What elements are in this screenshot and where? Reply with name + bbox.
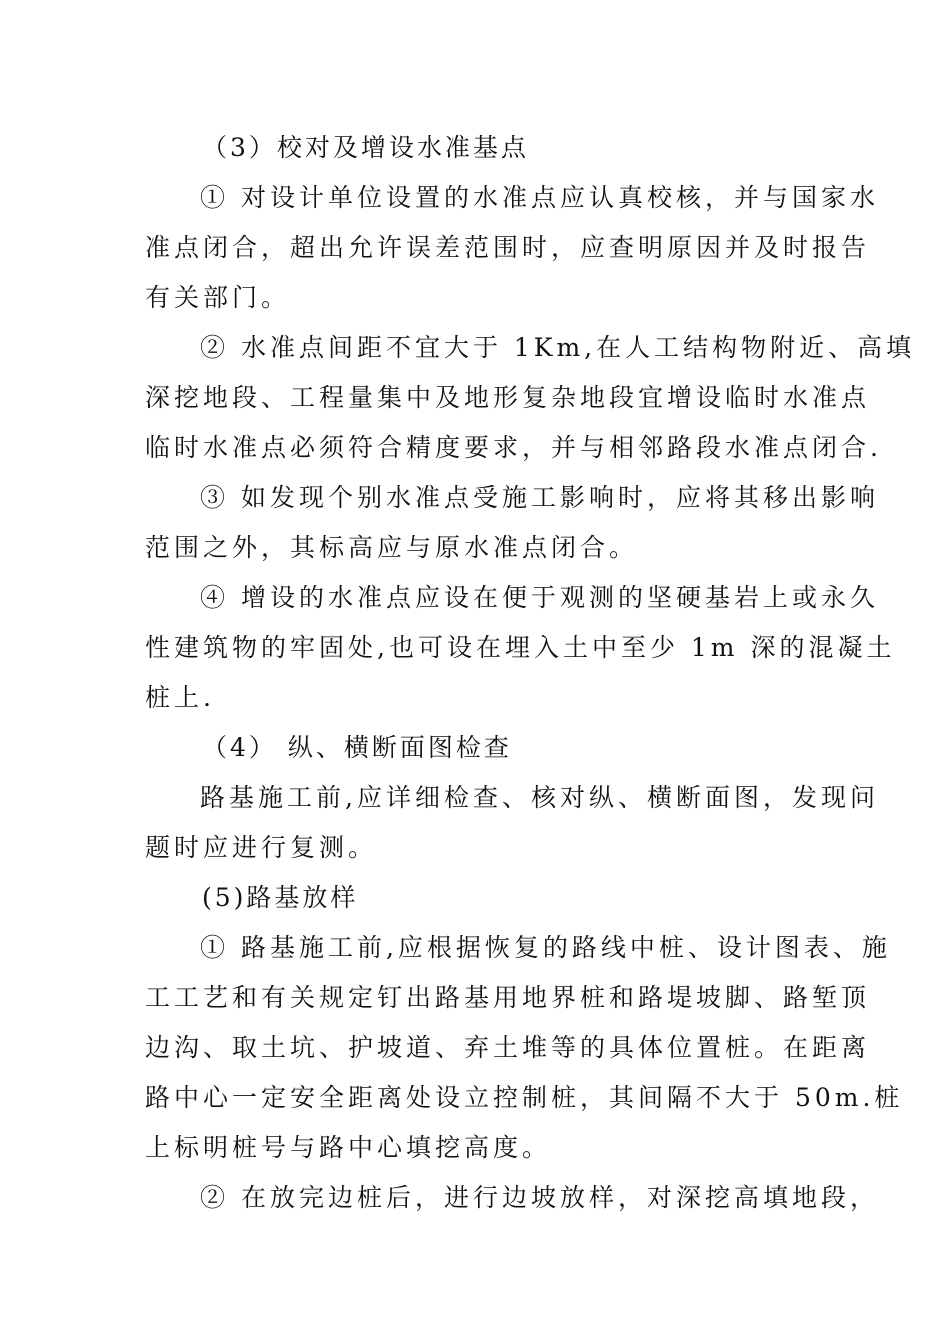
- section-heading-3: （3）校对及增设水准基点: [202, 133, 529, 162]
- paragraph-line: 临时水准点必须符合精度要求，并与相邻路段水准点闭合.: [145, 433, 882, 462]
- paragraph-line: ① 路基施工前,应根据恢复的路线中桩、设计图表、施: [200, 933, 891, 962]
- paragraph-line: 边沟、取土坑、护坡道、弃土堆等的具体位置桩。在距离: [145, 1033, 871, 1062]
- paragraph-line: 范围之外，其标高应与原水准点闭合。: [145, 533, 639, 562]
- paragraph-line: ② 在放完边桩后，进行边坡放样，对深挖高填地段，: [200, 1183, 879, 1212]
- paragraph-line: 桩上.: [145, 683, 215, 712]
- paragraph-line: ① 对设计单位设置的水准点应认真校核，并与国家水: [200, 183, 879, 212]
- section-heading-4: （4） 纵、横断面图检查: [202, 733, 512, 762]
- paragraph-line: 路中心一定安全距离处设立控制桩，其间隔不大于 50m.桩: [145, 1083, 904, 1112]
- section-heading-5: (5)路基放样: [202, 883, 359, 912]
- paragraph-line: 性建筑物的牢固处,也可设在埋入土中至少 1m 深的混凝土: [145, 633, 896, 662]
- paragraph-line: 工工艺和有关规定钉出路基用地界桩和路堤坡脚、路堑顶: [145, 983, 871, 1012]
- paragraph-line: 题时应进行复测。: [145, 833, 378, 862]
- paragraph-line: ③ 如发现个别水准点受施工影响时，应将其移出影响: [200, 483, 879, 512]
- paragraph-line: 有关部门。: [145, 283, 291, 312]
- paragraph-line: ② 水准点间距不宜大于 1Km,在人工结构物附近、高填: [200, 333, 916, 362]
- paragraph-line: 准点闭合，超出允许误差范围时，应查明原因并及时报告: [145, 233, 871, 262]
- paragraph-line: 深挖地段、工程量集中及地形复杂地段宜增设临时水准点: [145, 383, 871, 412]
- paragraph-line: 上标明桩号与路中心填挖高度。: [145, 1133, 552, 1162]
- paragraph-line: 路基施工前,应详细检查、核对纵、横断面图，发现问: [200, 783, 879, 812]
- paragraph-line: ④ 增设的水准点应设在便于观测的坚硬基岩上或永久: [200, 583, 879, 612]
